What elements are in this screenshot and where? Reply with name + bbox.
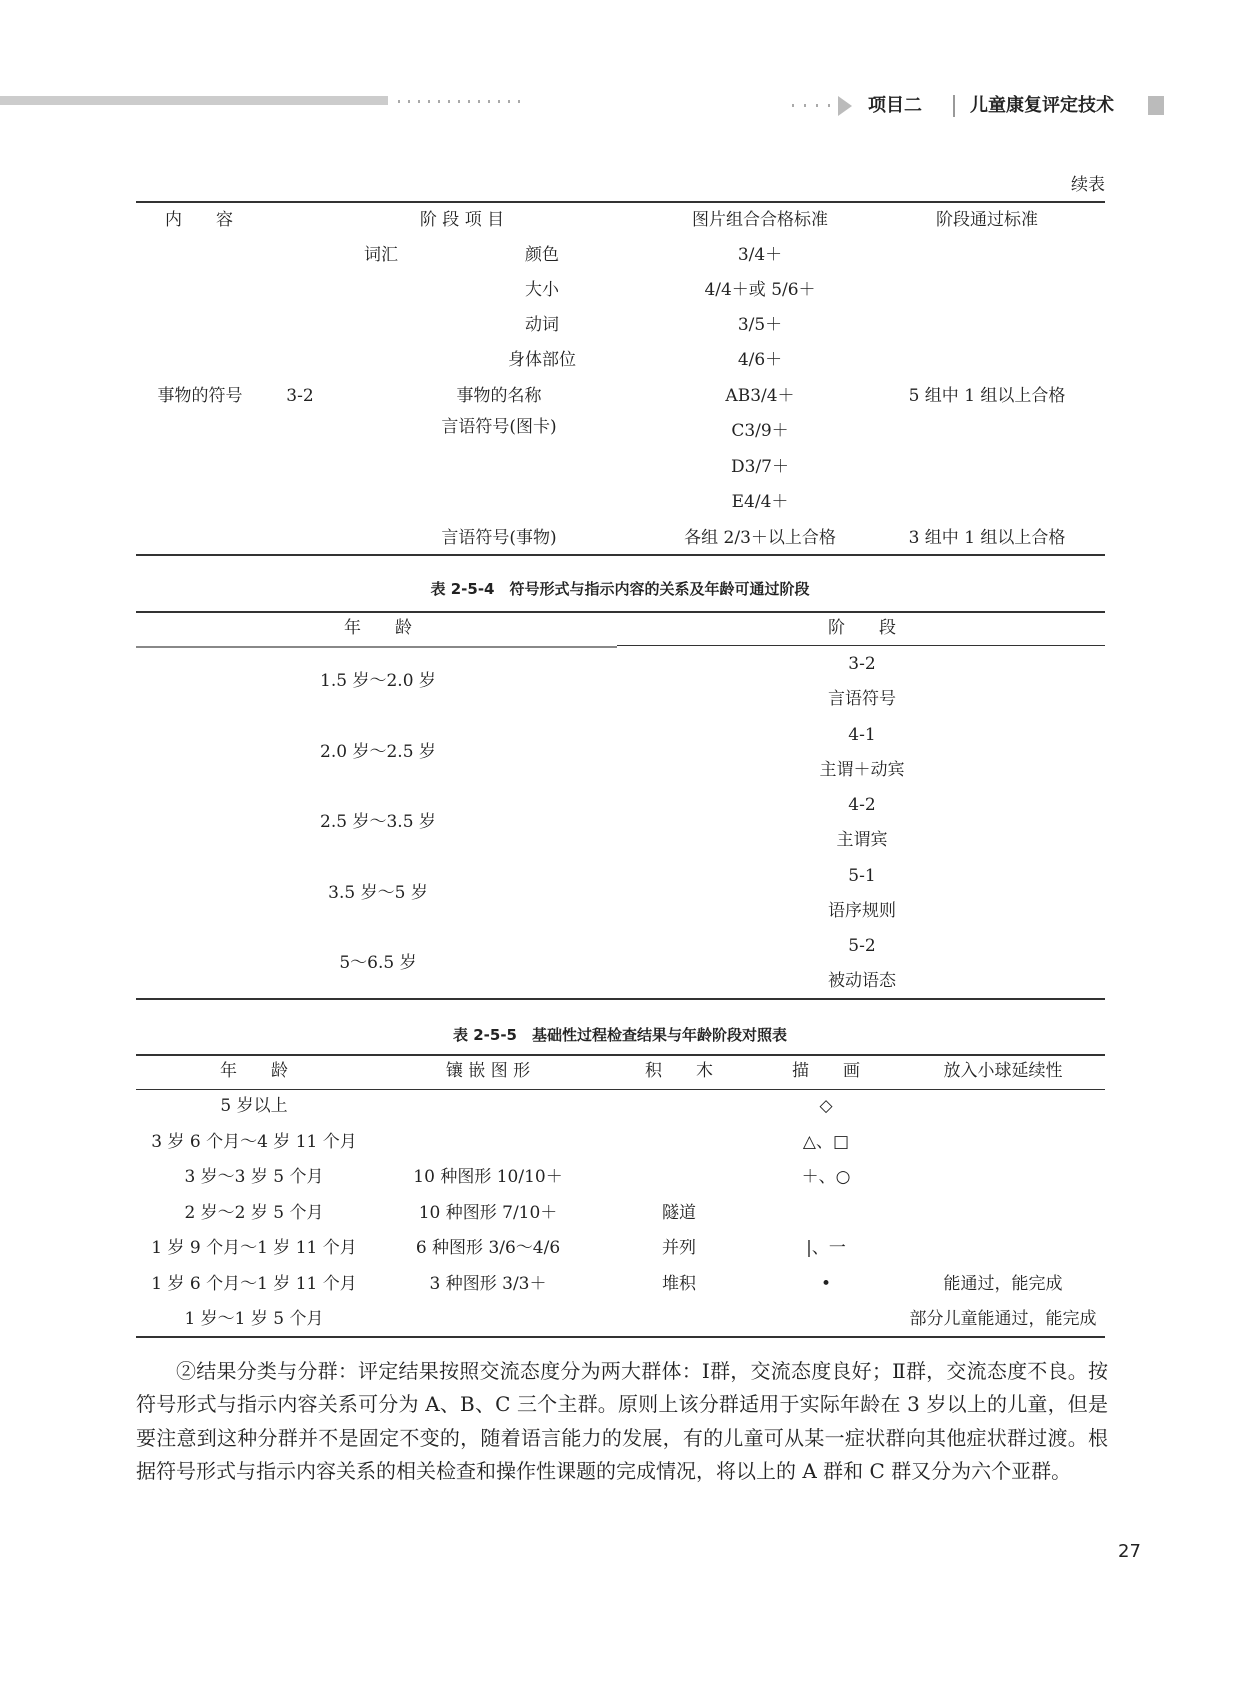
body-paragraph: ②结果分类与分群：评定结果按照交流态度分为两大群体：Ⅰ群，交流态度良好；Ⅱ群，交流态度不良。按符号形式与指示内容关系可分为 A、B、C 三个主群。原则上该分群适用于实际年龄在 3 岁以上的儿童，但是要注意到这种分群并不是固定不变的，随着语言能力的发展，有的儿童可从某一症状群向其他症状群过渡。根据符号形式与指示内容关系的相关检查和操作性课题的完成情况，将以上的 A 群和 C 群又分为六个亚群。 [136,1359,1108,1484]
stage-code-cell: 4-1 [848,724,876,745]
table-cell: ＋、○ [801,1167,851,1187]
header-rule [136,646,617,648]
table-cell: 6 种图形 3/6～4/6 [415,1238,561,1258]
item: 言语符号(图卡) [441,417,557,437]
col-header: 阶 段 [828,618,896,638]
table-cell: • [820,1273,832,1294]
stage-code-cell: 4-2 [848,795,876,815]
age-cell: 2.0 岁～2.5 岁 [320,741,436,762]
criterion: AB3/4＋ [725,386,795,406]
table-top-rule [136,611,1105,613]
criterion: 各组 2/3＋以上合格 [684,528,836,548]
header-bar [0,96,388,105]
table-top-rule [136,1054,1105,1056]
chevron-icon [838,96,852,116]
criterion: 3/4＋ [737,245,783,265]
header-chapter: 儿童康复评定技术 [970,95,1114,116]
table-cell: 隧道 [662,1202,696,1223]
col-header: 镶 嵌 图 形 [445,1061,531,1081]
item: 大小 [525,280,559,300]
table-bottom-rule [136,554,1105,556]
stage-name-cell: 被动语态 [828,971,896,991]
age-cell: 1.5 岁～2.0 岁 [320,671,436,691]
criterion: 4/6＋ [737,350,783,370]
table-cell: 堆积 [662,1273,696,1294]
table-cell: △、□ [802,1131,850,1152]
vocab-label: 词汇 [364,245,398,265]
criterion: D3/7＋ [731,457,789,477]
table-caption: 表 2-5-4 符号形式与指示内容的关系及年龄可通过阶段 [430,580,810,598]
header-rule [617,645,1105,646]
col-header: 图片组合合格标准 [692,210,828,230]
table-caption: 表 2-5-5 基础性过程检查结果与年龄阶段对照表 [453,1026,787,1044]
criterion: 4/4＋或 5/6＋ [704,280,816,300]
col-header: 年 龄 [220,1061,288,1081]
table-cell: 2 岁～2 岁 5 个月 [184,1202,324,1223]
header-dots-right [792,104,832,107]
age-cell: 5～6.5 岁 [339,953,417,973]
page-number: 27 [1118,1541,1141,1562]
item: 言语符号(事物) [441,528,557,548]
criterion: C3/9＋ [731,421,789,441]
stage-code-cell: 3-2 [848,654,876,674]
header-square [1148,96,1164,115]
stage-name-cell: 言语符号 [828,689,896,709]
item: 事物的名称 [456,386,542,406]
age-cell: 3.5 岁～5 岁 [328,882,428,903]
table-cell: 部分儿童能通过，能完成 [909,1309,1097,1329]
header-dots [398,100,528,103]
table-bottom-rule [136,1336,1105,1338]
table-cell: 能通过，能完成 [943,1273,1063,1294]
table-cell: 10 种图形 10/10＋ [413,1167,563,1187]
col-header: 积 木 [645,1061,713,1081]
col-header: 阶 段 项 目 [419,210,505,230]
stage-name-cell: 语序规则 [828,900,896,921]
table-cell: 1 岁 9 个月～1 岁 11 个月 [151,1238,357,1258]
header-project: 项目二 [868,95,922,116]
table-cell: 3 岁～3 岁 5 个月 [184,1167,324,1187]
criterion: 3/5＋ [737,315,783,335]
table-cell: 1 岁 6 个月～1 岁 11 个月 [151,1273,357,1294]
pass-standard: 5 组中 1 组以上合格 [908,386,1066,406]
age-cell: 2.5 岁～3.5 岁 [320,812,436,832]
col-header: 年 龄 [344,618,412,638]
stage-code-cell: 5-1 [848,865,876,886]
col-header: 放入小球延续性 [943,1061,1063,1081]
criterion: E4/4＋ [731,492,789,512]
table-bottom-rule [136,998,1105,1000]
item: 动词 [525,315,559,335]
col-header: 阶段通过标准 [936,210,1038,230]
table-top-rule [136,201,1105,203]
table-cell: 5 岁以上 [220,1096,288,1116]
table-cell: 并列 [662,1238,696,1258]
stage-code: 3-2 [286,386,314,406]
table-cell: 10 种图形 7/10＋ [418,1202,558,1223]
stage-code-cell: 5-2 [848,936,876,956]
stage-name-cell: 主谓宾 [836,830,888,850]
table-cell: 1 岁～1 岁 5 个月 [184,1309,324,1329]
item: 身体部位 [508,350,576,370]
content-label: 事物的符号 [157,386,243,406]
pass-standard: 3 组中 1 组以上合格 [908,528,1066,548]
col-header: 描 画 [792,1061,860,1081]
header-divider [953,95,955,117]
stage-name-cell: 主谓＋动宾 [819,759,905,780]
table-cell: |、一 [806,1238,846,1258]
header-rule [136,1089,1105,1090]
table-cell: 3 岁 6 个月～4 岁 11 个月 [151,1131,357,1152]
table-cell: 3 种图形 3/3＋ [429,1273,547,1294]
col-header: 内 容 [165,210,233,230]
item: 颜色 [525,245,559,265]
continued-label: 续表 [1071,175,1105,195]
table-cell: ◇ [819,1096,833,1116]
